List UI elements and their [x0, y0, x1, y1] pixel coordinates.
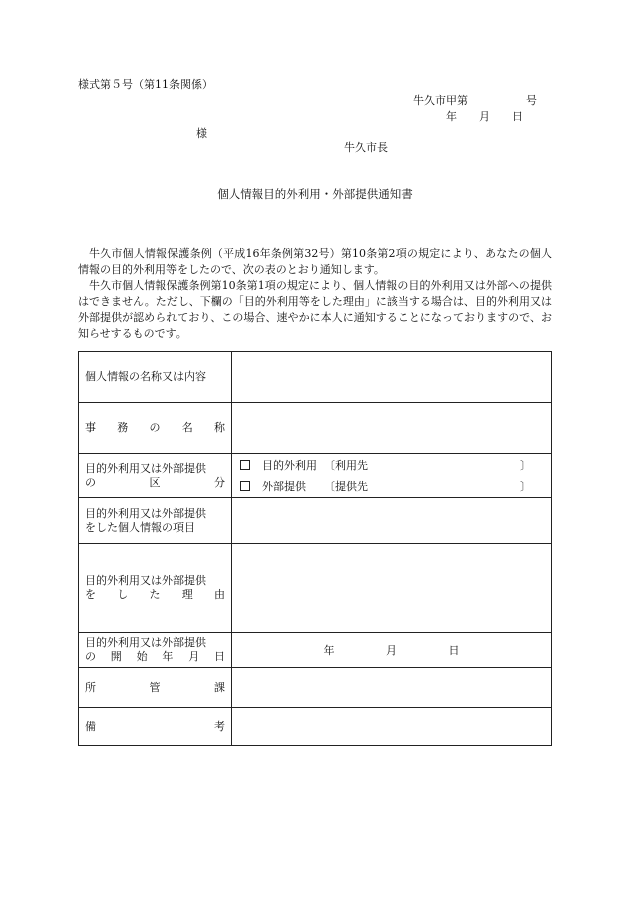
value-info-items[interactable] [232, 498, 552, 544]
value-classification [232, 454, 552, 498]
option-kind: 〔利用先 [324, 458, 368, 472]
date-year: 年 [446, 110, 457, 123]
label-char: 分 [214, 475, 225, 489]
label-char: 考 [214, 719, 225, 733]
checkbox[interactable] [240, 481, 250, 491]
label-char: 名 [181, 421, 193, 434]
option-close: 〕 [520, 458, 531, 472]
label-line: 目的外利用又は外部提供 [85, 506, 206, 520]
label-char: 日 [213, 650, 225, 663]
option-kind: 〔提供先 [324, 479, 368, 493]
label-char: 所 [85, 680, 96, 694]
label-char: の [149, 421, 161, 434]
office-number-prefix: 牛久市甲第 [413, 94, 468, 107]
option-purpose-use[interactable] [232, 455, 551, 476]
body-paragraph-2: 牛久市個人情報保護条例第10条第1項の規定により、個人情報の目的外利用又は外部への提供はできません。ただし、下欄の「目的外利用等をした理由」に該当する場合は、目的外利用又は外部提供が認められており、この場合、速やかに本人に通知することになっておりますので、お知らせするものです。 [78, 279, 552, 340]
date-month: 月 [386, 643, 397, 657]
label-info-items [79, 498, 232, 544]
table-row [79, 498, 552, 544]
label-char: 月 [188, 650, 200, 663]
table-row [79, 403, 552, 454]
label-char: 年 [162, 650, 174, 663]
label-char: 始 [136, 650, 148, 663]
value-personal-info-name[interactable] [232, 352, 552, 403]
body-paragraph-1: 牛久市個人情報保護条例（平成16年条例第32号）第10条第2項の規定により、あなたの個人情報の目的外利用等をしたので、次の表のとおり通知します。 [78, 247, 552, 276]
label-char: し [117, 588, 129, 601]
label-text [85, 681, 225, 695]
checkbox[interactable] [240, 460, 250, 470]
date-day: 日 [512, 110, 523, 123]
value-department[interactable] [232, 668, 552, 708]
label-char: 管 [149, 680, 161, 694]
label-char: 区 [149, 475, 161, 489]
body-text [78, 246, 552, 342]
table-row [79, 633, 552, 668]
label-text [85, 720, 225, 734]
label-line [85, 476, 225, 490]
recipient: 様 [196, 127, 207, 140]
label-char: 備 [85, 719, 96, 733]
label-char: た [149, 588, 161, 601]
label-char: 称 [214, 421, 225, 434]
option-close: 〕 [520, 479, 531, 493]
label-char: 務 [117, 421, 129, 434]
label-char: 開 [110, 650, 122, 663]
label-line: 目的外利用又は外部提供 [85, 574, 206, 587]
label-start-date [79, 633, 232, 668]
form-label: 様式第５号（第11条関係） [78, 78, 213, 91]
label-char: を [85, 588, 96, 601]
issue-date [446, 111, 523, 122]
label-reason [79, 544, 232, 633]
label-char: の [85, 650, 96, 663]
table-row [79, 668, 552, 708]
notice-table [78, 351, 552, 746]
label-line [85, 650, 225, 664]
label-text: 個人情報の名称又は内容 [85, 370, 206, 383]
office-number-suffix: 号 [526, 94, 537, 107]
label-char: 理 [181, 588, 193, 601]
label-business-name [79, 403, 232, 454]
label-department [79, 668, 232, 708]
date-day: 日 [448, 643, 460, 657]
value-start-date[interactable] [232, 633, 552, 668]
option-name: 外部提供 [262, 479, 306, 493]
issuer: 牛久市長 [344, 141, 388, 154]
office-number [413, 95, 537, 106]
table-row [79, 544, 552, 633]
table-row [79, 708, 552, 746]
label-char: 由 [214, 588, 225, 601]
date-year: 年 [323, 643, 335, 657]
date-month: 月 [479, 110, 490, 123]
label-line [85, 588, 225, 602]
label-line: をした個人情報の項目 [85, 520, 195, 534]
label-char: 事 [85, 421, 96, 434]
document-title: 個人情報目的外利用・外部提供通知書 [217, 187, 413, 201]
label-char: 課 [214, 680, 225, 694]
value-remarks[interactable] [232, 708, 552, 746]
value-business-name[interactable] [232, 403, 552, 454]
label-text [85, 421, 225, 435]
label-line: 目的外利用又は外部提供 [85, 461, 206, 475]
label-line: 目的外利用又は外部提供 [85, 636, 206, 649]
label-remarks [79, 708, 232, 746]
label-personal-info-name [79, 352, 232, 403]
label-char: の [85, 475, 96, 489]
table-row [79, 454, 552, 498]
option-external-provision[interactable] [232, 476, 551, 497]
label-classification [79, 454, 232, 498]
option-name: 目的外利用 [262, 458, 317, 472]
value-reason[interactable] [232, 544, 552, 633]
table-row [79, 352, 552, 403]
